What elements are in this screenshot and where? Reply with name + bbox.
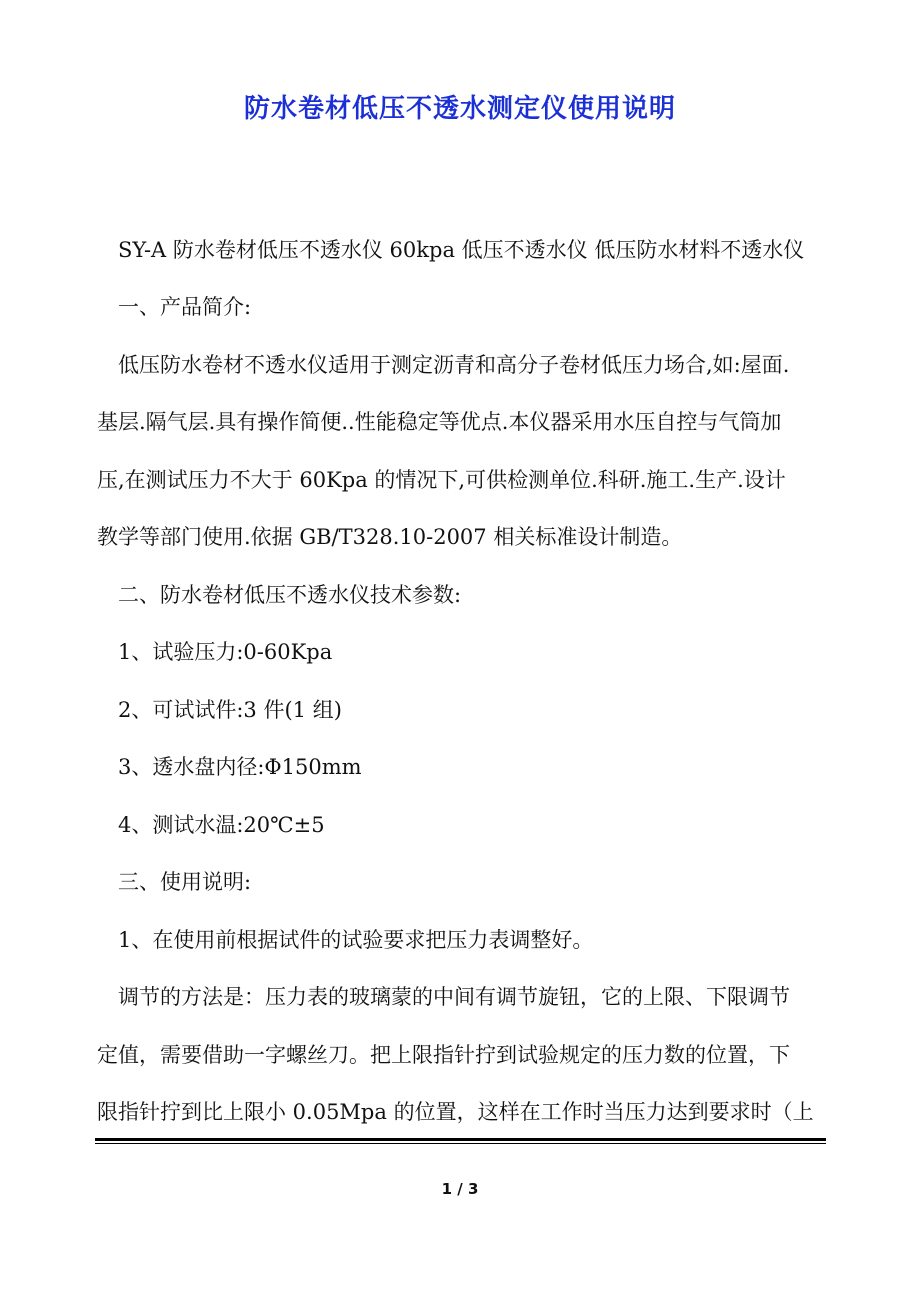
intro-paragraph-line-3: 压,在测试压力不大于 60Kpa 的情况下,可供检测单位.科研.施工.生产.设计 bbox=[97, 468, 786, 492]
spec-item-pressure: 1、试验压力:0-60Kpa bbox=[118, 640, 333, 664]
section-heading-intro: 一、产品简介: bbox=[118, 295, 252, 319]
spec-item-water-temp: 4、测试水温:20℃±5 bbox=[118, 813, 325, 837]
intro-paragraph-line-1: 低压防水卷材不透水仪适用于测定沥青和高分子卷材低压力场合,如:屋面. bbox=[118, 353, 790, 377]
spec-item-disc-diameter: 3、透水盘内径:Φ150mm bbox=[118, 755, 362, 779]
footer-divider-thin bbox=[95, 1143, 826, 1144]
usage-paragraph-line-2: 定值，需要借助一字螺丝刀。把上限指针拧到试验规定的压力数的位置，下 bbox=[97, 1043, 790, 1067]
document-title: 防水卷材低压不透水测定仪使用说明 bbox=[243, 94, 676, 124]
usage-paragraph-line-1: 调节的方法是：压力表的玻璃蒙的中间有调节旋钮，它的上限、下限调节 bbox=[118, 985, 790, 1009]
product-model-line: SY-A 防水卷材低压不透水仪 60kpa 低压不透水仪 低压防水材料不透水仪 bbox=[118, 238, 805, 262]
section-heading-specs: 二、防水卷材低压不透水仪技术参数: bbox=[118, 583, 462, 607]
spec-item-specimens: 2、可试试件:3 件(1 组) bbox=[118, 698, 342, 722]
footer-divider bbox=[95, 1138, 826, 1146]
usage-paragraph-line-3: 限指针拧到比上限小 0.05Mpa 的位置，这样在工作时当压力达到要求时（上 bbox=[97, 1100, 814, 1124]
page-number: 1 / 3 bbox=[441, 1180, 479, 1198]
usage-step-1: 1、在使用前根据试件的试验要求把压力表调整好。 bbox=[118, 928, 594, 952]
intro-paragraph-line-4: 教学等部门使用.依据 GB/T328.10-2007 相关标准设计制造。 bbox=[97, 525, 683, 549]
footer-divider-thick bbox=[95, 1138, 826, 1141]
section-heading-usage: 三、使用说明: bbox=[118, 870, 252, 894]
intro-paragraph-line-2: 基层.隔气层.具有操作简便..性能稳定等优点.本仪器采用水压自控与气筒加 bbox=[97, 410, 782, 434]
